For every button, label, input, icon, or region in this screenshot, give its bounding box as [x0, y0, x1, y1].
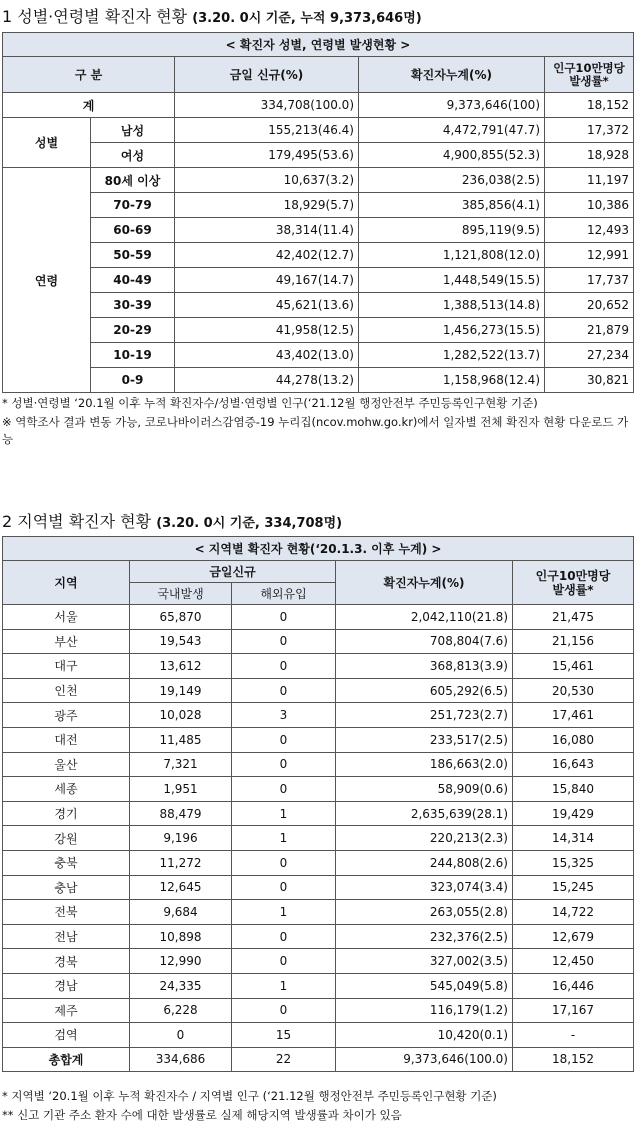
row-overseas: 0	[232, 654, 336, 679]
row-cumulative: 2,635,639(28.1)	[336, 801, 513, 826]
table-row	[3, 875, 634, 900]
row-domestic: 10,028	[130, 703, 232, 728]
row-region: 대구	[3, 654, 130, 679]
row-overseas: 1	[232, 973, 336, 998]
table-row	[3, 826, 634, 851]
table-row	[3, 368, 634, 393]
region-table	[2, 536, 634, 1072]
row-overseas: 0	[232, 924, 336, 949]
row-rate: 12,493	[545, 218, 634, 243]
row-label: 70-79	[91, 193, 175, 218]
row-domestic: 10,898	[130, 924, 232, 949]
total-row	[3, 1047, 634, 1072]
table-row	[3, 143, 634, 168]
row-rate: 14,314	[513, 826, 634, 851]
row-cumulative: 385,856(4.1)	[359, 193, 545, 218]
row-overseas: 0	[232, 949, 336, 974]
row-cumulative: 368,813(3.9)	[336, 654, 513, 679]
row-domestic: 24,335	[130, 973, 232, 998]
table-row	[3, 629, 634, 654]
row-rate: 17,461	[513, 703, 634, 728]
row-cumulative: 1,388,513(14.8)	[359, 293, 545, 318]
row-rate: 17,372	[545, 118, 634, 143]
row-cumulative: 605,292(6.5)	[336, 678, 513, 703]
row-label: 60-69	[91, 218, 175, 243]
row-cumulative: 327,002(3.5)	[336, 949, 513, 974]
row-rate: 15,325	[513, 850, 634, 875]
section1-title	[2, 4, 422, 27]
row-rate: 15,245	[513, 875, 634, 900]
total-domestic: 334,686	[130, 1047, 232, 1072]
row-rate: 12,679	[513, 924, 634, 949]
age-group-label: 연령	[3, 168, 91, 393]
row-cumulative: 545,049(5.8)	[336, 973, 513, 998]
note: * 성별·연령별 ‘20.1월 이후 누적 확진자수/성별·연령별 인구(‘21.12월 행정안전부 주민등록인구현황 기준)	[2, 396, 538, 410]
total-label: 계	[3, 93, 175, 118]
row-overseas: 0	[232, 850, 336, 875]
section1-notes	[2, 395, 633, 448]
row-rate: 12,991	[545, 243, 634, 268]
header-domestic: 국내발생	[130, 583, 232, 605]
row-label: 50-59	[91, 243, 175, 268]
row-region: 울산	[3, 752, 130, 777]
row-rate: 17,167	[513, 998, 634, 1023]
row-cumulative: 323,074(3.4)	[336, 875, 513, 900]
row-cumulative: 4,900,855(52.3)	[359, 143, 545, 168]
table-row	[3, 93, 634, 118]
row-domestic: 65,870	[130, 605, 232, 630]
table-row	[3, 678, 634, 703]
row-new: 38,314(11.4)	[175, 218, 359, 243]
row-cumulative: 2,042,110(21.8)	[336, 605, 513, 630]
table-row	[3, 293, 634, 318]
total-new: 334,708(100.0)	[175, 93, 359, 118]
row-region: 강원	[3, 826, 130, 851]
row-region: 경기	[3, 801, 130, 826]
total-cumulative: 9,373,646(100.0)	[336, 1047, 513, 1072]
table-row	[3, 998, 634, 1023]
table-row	[3, 318, 634, 343]
row-overseas: 0	[232, 678, 336, 703]
header-new-group: 금일신규	[130, 561, 336, 583]
row-overseas: 0	[232, 629, 336, 654]
row-domestic: 7,321	[130, 752, 232, 777]
row-rate: 20,530	[513, 678, 634, 703]
row-cumulative: 233,517(2.5)	[336, 727, 513, 752]
row-overseas: 1	[232, 900, 336, 925]
note: * 지역별 ‘20.1월 이후 누적 확진자수 / 지역별 인구 (‘21.12월 행정안전부 주민등록인구현황 기준)	[2, 1089, 497, 1103]
row-domestic: 0	[130, 1023, 232, 1048]
row-new: 42,402(12.7)	[175, 243, 359, 268]
row-overseas: 1	[232, 826, 336, 851]
row-label: 10-19	[91, 343, 175, 368]
row-region: 세종	[3, 777, 130, 802]
table1-caption: < 확진자 성별, 연령별 발생현황 >	[3, 33, 634, 57]
row-region: 경북	[3, 949, 130, 974]
table-row	[3, 168, 634, 193]
row-rate: 18,928	[545, 143, 634, 168]
row-rate: 11,197	[545, 168, 634, 193]
header-overseas: 해외유입	[232, 583, 336, 605]
row-region: 서울	[3, 605, 130, 630]
row-rate: 21,879	[545, 318, 634, 343]
row-domestic: 9,684	[130, 900, 232, 925]
row-cumulative: 251,723(2.7)	[336, 703, 513, 728]
row-new: 45,621(13.6)	[175, 293, 359, 318]
row-rate: 21,156	[513, 629, 634, 654]
table-row	[3, 777, 634, 802]
header-new: 금일 신규(%)	[175, 57, 359, 93]
row-domestic: 1,951	[130, 777, 232, 802]
table-row	[3, 850, 634, 875]
row-rate: 16,643	[513, 752, 634, 777]
row-rate: 15,840	[513, 777, 634, 802]
row-domestic: 11,485	[130, 727, 232, 752]
row-new: 155,213(46.4)	[175, 118, 359, 143]
row-region: 대전	[3, 727, 130, 752]
section2-notes	[2, 1088, 633, 1124]
table-row	[3, 193, 634, 218]
row-overseas: 0	[232, 727, 336, 752]
section2-title	[2, 509, 342, 532]
row-label: 남성	[91, 118, 175, 143]
table-row	[3, 727, 634, 752]
row-region: 인천	[3, 678, 130, 703]
row-cumulative: 232,376(2.5)	[336, 924, 513, 949]
row-domestic: 12,990	[130, 949, 232, 974]
row-cumulative: 1,456,273(15.5)	[359, 318, 545, 343]
row-region: 충북	[3, 850, 130, 875]
row-cumulative: 1,121,808(12.0)	[359, 243, 545, 268]
sex-age-table	[2, 32, 634, 393]
row-new: 43,402(13.0)	[175, 343, 359, 368]
table-row	[3, 268, 634, 293]
row-cumulative: 1,282,522(13.7)	[359, 343, 545, 368]
note: ※ 역학조사 결과 변동 가능, 코로나바이러스감염증-19 누리집(ncov.mohw.go.kr)에서 일자별 전체 확진자 현황 다운로드 가능	[2, 415, 629, 446]
row-rate: 21,475	[513, 605, 634, 630]
table-row	[3, 900, 634, 925]
row-label: 20-29	[91, 318, 175, 343]
row-cumulative: 186,663(2.0)	[336, 752, 513, 777]
row-domestic: 13,612	[130, 654, 232, 679]
row-overseas: 0	[232, 998, 336, 1023]
row-domestic: 9,196	[130, 826, 232, 851]
table-row	[3, 752, 634, 777]
row-cumulative: 708,804(7.6)	[336, 629, 513, 654]
row-region: 전남	[3, 924, 130, 949]
row-domestic: 6,228	[130, 998, 232, 1023]
table2-caption: < 지역별 확진자 현황(‘20.1.3. 이후 누계) >	[3, 537, 634, 561]
row-domestic: 88,479	[130, 801, 232, 826]
row-cumulative: 236,038(2.5)	[359, 168, 545, 193]
row-cumulative: 58,909(0.6)	[336, 777, 513, 802]
header-cumulative: 확진자누계(%)	[336, 561, 513, 605]
row-region: 제주	[3, 998, 130, 1023]
row-cumulative: 244,808(2.6)	[336, 850, 513, 875]
row-rate: 15,461	[513, 654, 634, 679]
total-region: 총합계	[3, 1047, 130, 1072]
row-cumulative: 220,213(2.3)	[336, 826, 513, 851]
row-overseas: 0	[232, 777, 336, 802]
row-cumulative: 10,420(0.1)	[336, 1023, 513, 1048]
row-cumulative: 4,472,791(47.7)	[359, 118, 545, 143]
row-rate: 19,429	[513, 801, 634, 826]
row-new: 18,929(5.7)	[175, 193, 359, 218]
row-rate: 16,446	[513, 973, 634, 998]
row-cumulative: 1,448,549(15.5)	[359, 268, 545, 293]
row-label: 40-49	[91, 268, 175, 293]
row-cumulative: 263,055(2.8)	[336, 900, 513, 925]
header-region: 지역	[3, 561, 130, 605]
section2-subtitle: (3.20. 0시 기준, 334,708명)	[156, 516, 343, 531]
row-rate: 10,386	[545, 193, 634, 218]
row-overseas: 0	[232, 875, 336, 900]
sex-group-label: 성별	[3, 118, 91, 168]
row-cumulative: 116,179(1.2)	[336, 998, 513, 1023]
row-new: 49,167(14.7)	[175, 268, 359, 293]
total-rate: 18,152	[545, 93, 634, 118]
table-row	[3, 654, 634, 679]
row-rate: 14,722	[513, 900, 634, 925]
section2-title-text: 2 지역별 확진자 현황	[2, 512, 152, 531]
row-overseas: 3	[232, 703, 336, 728]
row-domestic: 12,645	[130, 875, 232, 900]
header-rate: 인구10만명당 발생률*	[513, 561, 634, 605]
row-rate: 17,737	[545, 268, 634, 293]
row-region: 경남	[3, 973, 130, 998]
row-region: 부산	[3, 629, 130, 654]
row-new: 41,958(12.5)	[175, 318, 359, 343]
table-row	[3, 218, 634, 243]
total-overseas: 22	[232, 1047, 336, 1072]
table-row	[3, 973, 634, 998]
row-region: 전북	[3, 900, 130, 925]
row-region: 광주	[3, 703, 130, 728]
row-label: 여성	[91, 143, 175, 168]
row-new: 179,495(53.6)	[175, 143, 359, 168]
row-rate: 30,821	[545, 368, 634, 393]
table-row	[3, 949, 634, 974]
row-overseas: 15	[232, 1023, 336, 1048]
row-rate: 20,652	[545, 293, 634, 318]
row-rate: 27,234	[545, 343, 634, 368]
row-cumulative: 1,158,968(12.4)	[359, 368, 545, 393]
row-domestic: 11,272	[130, 850, 232, 875]
row-label: 80세 이상	[91, 168, 175, 193]
row-region: 검역	[3, 1023, 130, 1048]
header-category: 구 분	[3, 57, 175, 93]
row-overseas: 0	[232, 605, 336, 630]
row-label: 0-9	[91, 368, 175, 393]
row-label: 30-39	[91, 293, 175, 318]
row-cumulative: 895,119(9.5)	[359, 218, 545, 243]
row-region: 충남	[3, 875, 130, 900]
table-row	[3, 924, 634, 949]
table-row	[3, 605, 634, 630]
table-row	[3, 243, 634, 268]
table-row	[3, 1023, 634, 1048]
row-new: 44,278(13.2)	[175, 368, 359, 393]
row-domestic: 19,543	[130, 629, 232, 654]
table-row	[3, 801, 634, 826]
header-cumulative: 확진자누계(%)	[359, 57, 545, 93]
row-rate: -	[513, 1023, 634, 1048]
row-rate: 12,450	[513, 949, 634, 974]
section1-title-text: 1 성별·연령별 확진자 현황	[2, 7, 188, 26]
table-row	[3, 118, 634, 143]
table-row	[3, 703, 634, 728]
row-rate: 16,080	[513, 727, 634, 752]
header-rate: 인구10만명당 발생률*	[545, 57, 634, 93]
note: ** 신고 기관 주소 환자 수에 대한 발생률로 실제 해당지역 발생률과 차이가 있음	[2, 1108, 402, 1122]
row-overseas: 1	[232, 801, 336, 826]
table-row	[3, 343, 634, 368]
section1-subtitle: (3.20. 0시 기준, 누적 9,373,646명)	[192, 11, 422, 26]
row-domestic: 19,149	[130, 678, 232, 703]
row-new: 10,637(3.2)	[175, 168, 359, 193]
total-rate: 18,152	[513, 1047, 634, 1072]
total-cumulative: 9,373,646(100)	[359, 93, 545, 118]
row-overseas: 0	[232, 752, 336, 777]
